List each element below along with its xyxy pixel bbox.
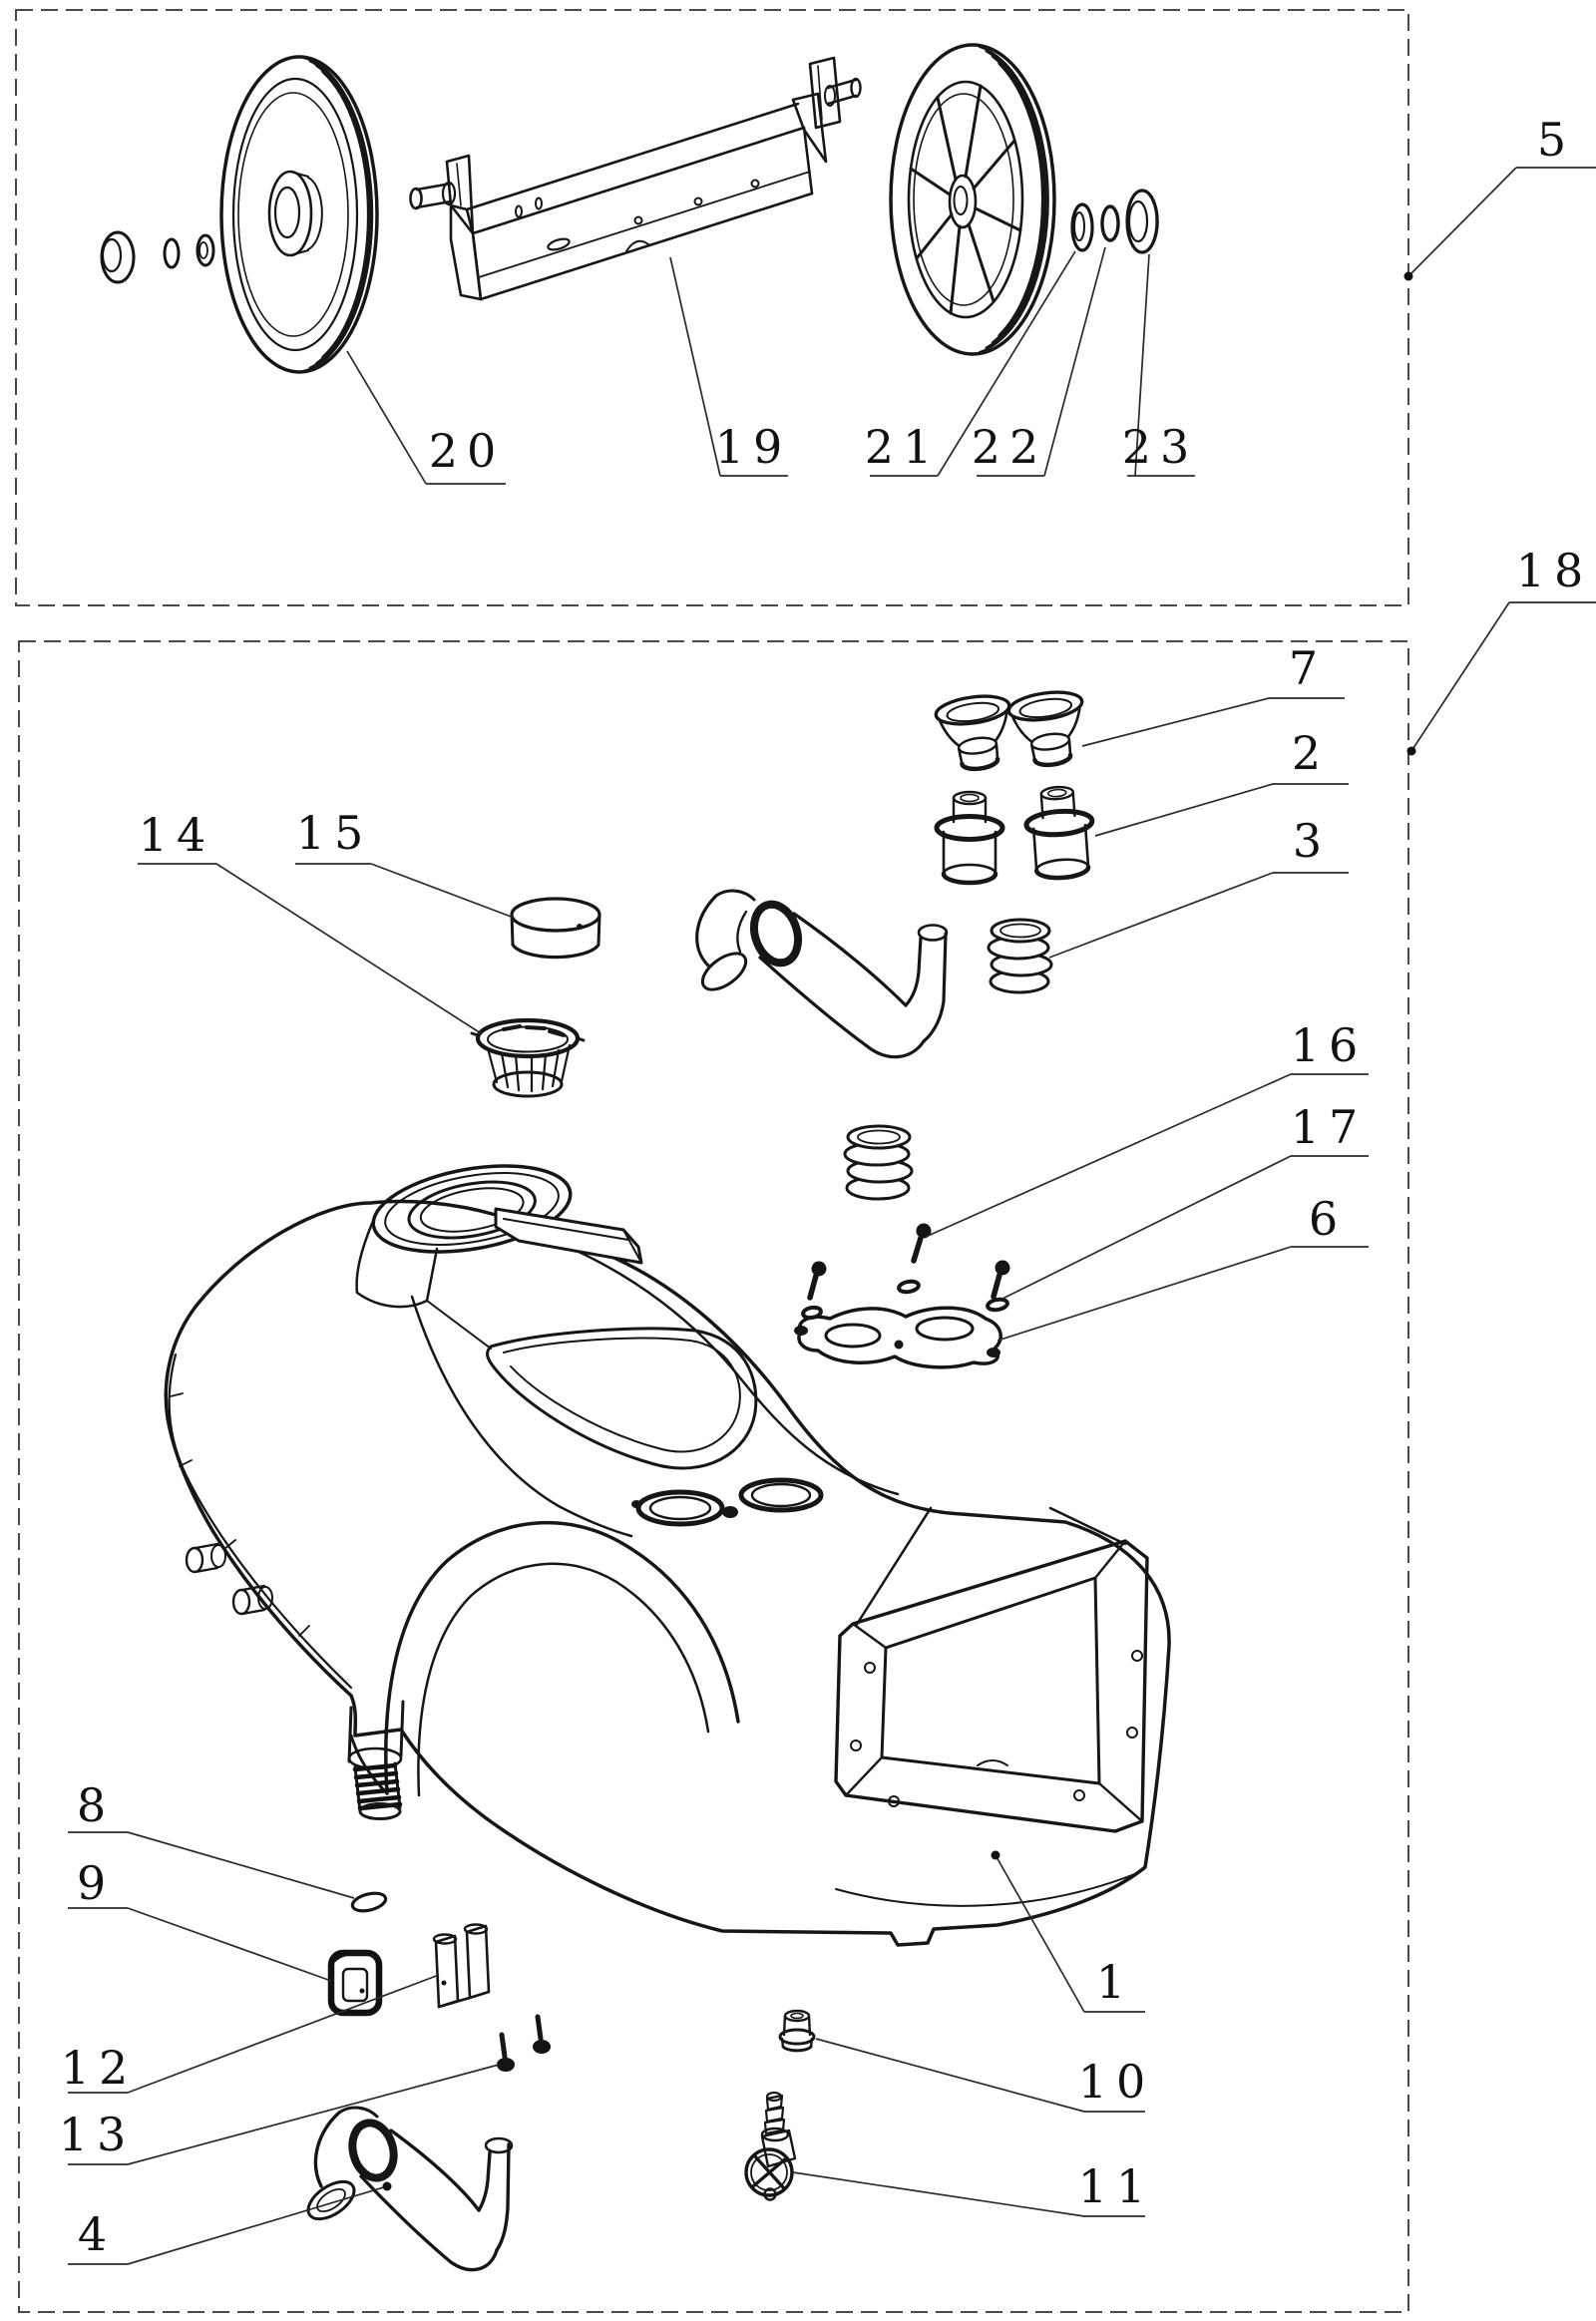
callout-9-label: 9 [76,1856,116,1910]
callout-17-label: 17 [1290,1100,1368,1154]
callout-11 [793,2159,1154,2216]
callout-2-label: 2 [1291,726,1331,780]
port-bushing-b-illustration [1023,785,1095,880]
callout-12-leader [128,1975,439,2093]
callout-18 [1407,544,1596,756]
spring-a-illustration [989,920,1051,992]
callout-18-label: 18 [1515,544,1593,597]
callout-20 [347,351,506,484]
rubber-bushing-illustration [331,1953,379,2013]
u-bracket-illustration [434,1925,489,2008]
gasket-plate-illustration [794,1308,1000,1367]
callout-5-label: 5 [1536,113,1576,167]
callout-10-leader [816,2039,1084,2112]
callout-16-leader [926,1074,1291,1237]
callout-2-leader [1095,784,1273,836]
callout-3-leader [1049,873,1273,958]
spring-b-illustration [845,1126,912,1199]
callout-4-leader [128,2186,387,2264]
callout-4-label: 4 [77,2207,117,2261]
funnel-grommet-a-illustration [935,692,1017,774]
callout-17-leader [1002,1156,1291,1299]
callout-15-leader [371,864,514,918]
tank-body-illustration [166,1152,1169,1945]
callout-19 [670,257,791,476]
screws-washers-illustration [802,1224,1009,1320]
callout-15 [295,806,514,918]
callout-5 [1404,113,1596,281]
callout-18-leader [1411,602,1509,751]
callout-14-leader [216,864,481,1033]
callout-20-label: 20 [428,424,506,478]
wheel-solid-illustration [221,57,377,372]
callout-1-label: 1 [1095,1955,1135,2009]
callout-19-label: 19 [714,420,792,474]
o-ring-illustration [351,1890,388,1914]
strainer-basket-illustration [472,1020,584,1096]
callout-5-dot [1404,272,1413,281]
callout-1-dot [992,1851,1000,1860]
callout-4-dot [383,2182,392,2191]
callout-15-label: 15 [295,806,373,860]
callout-3-label: 3 [1292,814,1332,868]
grommet-fitting-illustration [780,2011,814,2051]
screw-pair-illustration [497,2017,551,2072]
callout-11-leader [793,2172,1084,2216]
callout-22-leader [1044,247,1105,476]
valve-fitting-illustration [746,2093,795,2200]
cap-illustration [512,899,599,958]
callout-12-label: 12 [60,2041,138,2095]
elbow-pipe-lower-illustration [302,2108,512,2270]
callout-9-leader [128,1908,331,1981]
callout-6 [998,1192,1369,1341]
funnel-grommet-b-illustration [1007,688,1090,770]
callout-16-label: 16 [1290,1018,1368,1072]
wheel-spoked-illustration [891,45,1054,354]
callout-22 [972,247,1105,476]
callout-21-label: 21 [864,420,942,474]
callout-23 [1122,254,1199,476]
axle-washers-left-illustration [102,232,213,282]
callout-14-label: 14 [138,808,215,862]
washers-capnut-illustration [1072,191,1158,252]
callout-6-label: 6 [1308,1192,1348,1246]
callout-19-leader [670,257,720,476]
port-bushing-a-illustration [937,792,1002,883]
callout-20-leader [347,351,426,484]
callout-13-leader [128,2065,499,2164]
callout-11-label: 11 [1077,2159,1155,2213]
callout-7-leader [1082,698,1269,746]
callout-10 [816,2039,1154,2112]
callout-23-label: 23 [1121,420,1199,474]
callout-10-label: 10 [1077,2055,1155,2109]
callout-8-leader [128,1832,354,1898]
wheel-axle-assembly-boundary [16,10,1408,605]
callout-18-dot [1407,747,1416,756]
callout-4 [68,2182,392,2265]
callout-7-label: 7 [1288,641,1328,695]
callout-9 [68,1856,331,1981]
callout-13-label: 13 [58,2108,136,2161]
callout-3 [1049,814,1349,958]
callout-5-leader [1408,168,1516,276]
elbow-pipe-upper-illustration [696,891,947,1057]
axle-bracket-illustration [411,58,861,299]
callout-22-label: 22 [971,420,1048,474]
callout-8-label: 8 [76,1778,116,1832]
callout-6-leader [998,1247,1291,1341]
